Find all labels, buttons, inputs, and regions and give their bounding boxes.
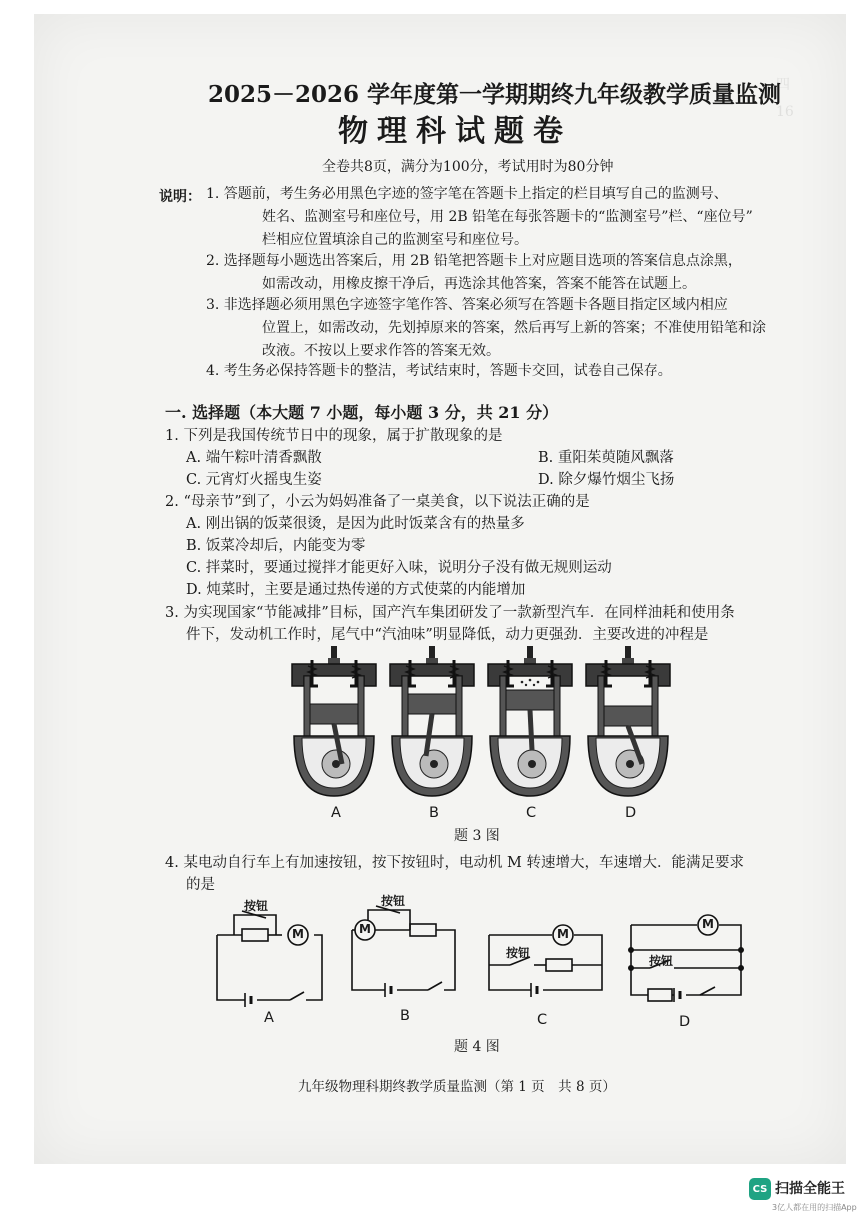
motor-label: M <box>702 917 714 931</box>
instruction-line: 4. 考生务必保持答题卡的整洁，考试结束时，答题卡交回，试卷自己保存。 <box>206 363 672 379</box>
exam-title: 2025－2026 学年度第一学期期终九年级教学质量监测 <box>208 81 782 108</box>
instruction-line: 姓名、监测室号和座位号，用 2B 铅笔在每张答题卡的“监测室号”栏、“座位号” <box>262 209 753 225</box>
q2-option-d: D. 炖菜时，主要是通过热传递的方式使菜的内能增加 <box>186 582 526 598</box>
circuit-label-b: B <box>400 1008 410 1024</box>
motor-label: M <box>292 927 304 941</box>
engine-label-a: A <box>331 805 341 821</box>
q2-option-b: B. 饭菜冷却后，内能变为零 <box>186 538 366 554</box>
button-label: 按钮 <box>506 946 531 960</box>
instruction-line: 改液。不按以上要求作答的答案无效。 <box>262 343 500 359</box>
page-footer: 九年级物理科期终教学质量监测（第 1 页 共 8 页） <box>298 1079 616 1095</box>
bleed-through-text: 16 <box>776 104 794 120</box>
figure-caption: 题 3 图 <box>454 828 500 844</box>
instruction-line: 栏相应位置填涂自己的监测室号和座位号。 <box>262 232 528 248</box>
q1-option-a: A. 端午粽叶清香飘散 <box>186 450 322 466</box>
engine-label-b: B <box>429 805 439 821</box>
engine-label-d: D <box>625 805 637 821</box>
circuit-label-a: A <box>264 1010 274 1026</box>
instructions-label: 说明： <box>159 189 201 205</box>
instruction-line: 3. 非选择题必须用黑色字迹签字笔作答、答案必须写在答题卡各题目指定区域内相应 <box>206 297 728 313</box>
q2-option-a: A. 刚出锅的饭菜很烫，是因为此时饭菜含有的热量多 <box>186 516 525 532</box>
button-label: 按钮 <box>381 894 406 908</box>
circuit-label-c: C <box>537 1012 548 1028</box>
q2-option-c: C. 拌菜时，要通过搅拌才能更好入味，说明分子没有做无规则运动 <box>186 560 612 576</box>
scanner-app-name: 扫描全能王 <box>775 1181 845 1197</box>
bleed-through-text: 四 <box>776 77 790 93</box>
q2-stem: 2. “母亲节”到了，小云为妈妈准备了一桌美食，以下说法正确的是 <box>165 494 590 510</box>
q4-stem: 4. 某电动自行车上有加速按钮，按下按钮时，电动机 M 转速增大，车速增大．能满足要求 <box>165 855 745 871</box>
exam-info: 全卷共8页，满分为100分，考试用时为80分钟 <box>322 159 614 175</box>
q4-stem: 的是 <box>186 877 215 893</box>
circuit-a <box>217 911 322 1007</box>
figure-caption: 题 4 图 <box>454 1039 500 1055</box>
q1-option-d: D. 除夕爆竹烟尘飞扬 <box>538 472 675 488</box>
q1-stem: 1. 下列是我国传统节日中的现象，属于扩散现象的是 <box>165 428 503 444</box>
circuit-d <box>629 925 743 1002</box>
motor-label: M <box>557 927 569 941</box>
button-label: 按钮 <box>244 899 269 913</box>
q1-option-b: B. 重阳茱萸随风飘落 <box>538 450 674 466</box>
circuit-label-d: D <box>679 1014 691 1030</box>
instruction-line: 如需改动，用橡皮擦干净后，再选涂其他答案，答案不能答在试题上。 <box>262 276 696 292</box>
q1-option-c: C. 元宵灯火摇曳生姿 <box>186 472 322 488</box>
instruction-line: 1. 答题前，考生务必用黑色字迹的签字笔在答题卡上指定的栏目填写自己的监测号、 <box>206 186 728 202</box>
scanner-logo-icon: CS <box>749 1178 771 1200</box>
instruction-line: 2. 选择题每小题选出答案后，用 2B 铅笔把答题卡上对应题目选项的答案信息点涂黑， <box>206 253 742 269</box>
instruction-line: 位置上，如需改动，先划掉原来的答案，然后再写上新的答案；不准使用铅笔和涂 <box>262 320 766 336</box>
scanner-tagline: 3亿人都在用的扫描App <box>772 1203 857 1212</box>
section-heading: 一. 选择题（本大题 7 小题，每小题 3 分，共 21 分） <box>165 403 559 422</box>
q3-stem: 3. 为实现国家“节能减排”目标，国产汽车集团研发了一款新型汽车．在同样油耗和使用条 <box>165 605 735 621</box>
engine-label-c: C <box>526 805 537 821</box>
motor-label: M <box>359 922 371 936</box>
subject-title: 物理科试题卷 <box>338 114 572 149</box>
button-label: 按钮 <box>649 954 674 968</box>
q3-stem: 件下，发动机工作时，尾气中“汽油味”明显降低，动力更强劲．主要改进的冲程是 <box>186 627 709 643</box>
